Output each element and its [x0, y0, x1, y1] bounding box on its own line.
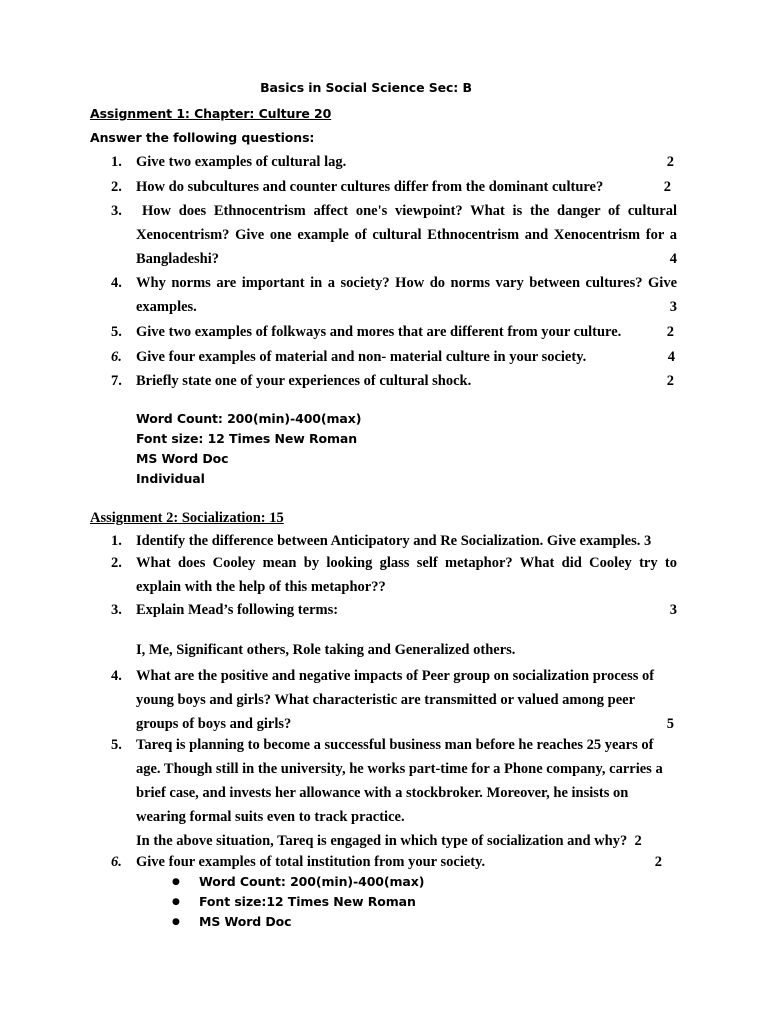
a2-question-2: [111, 551, 677, 599]
assignment-1-notes: [136, 409, 361, 489]
question-number: 5.: [111, 324, 122, 340]
question-text: What are the positive and negative impacts of Peer group on socialization process of young boys and girls? What characteristic are transmitted or valued among peer groups of boys and girls?: [136, 668, 655, 732]
note-word-count: Word Count: 200(min)-400(max): [136, 411, 362, 426]
assignment-2-bullets: [172, 872, 425, 932]
question-mark: 4: [669, 251, 677, 267]
question-number: 4.: [111, 275, 122, 291]
question-text: Give two examples of folkways and mores that are different from your culture.: [136, 324, 622, 340]
question-text: How do subcultures and counter cultures differ from the dominant culture?: [136, 179, 604, 195]
assignment-2-heading: Assignment 2: Socialization: 15: [90, 510, 284, 526]
a2-question-1: [111, 529, 677, 553]
question-number: 3.: [111, 203, 122, 219]
question-text: Explain Mead’s following terms:: [136, 602, 339, 618]
assignment-1-intro: Answer the following questions:: [90, 130, 315, 145]
a2-question-3: [111, 598, 677, 662]
a2-question-5: [111, 733, 677, 853]
question-number: 6.: [111, 854, 122, 870]
question-text: Give four examples of total institution from your society.: [136, 854, 486, 870]
question-text: Give two examples of cultural lag.: [136, 154, 347, 170]
a2-question-6: [111, 850, 677, 874]
a1-question-3: [111, 199, 677, 271]
a1-question-1: [111, 150, 677, 174]
bullet-icon: ●: [172, 917, 180, 927]
question-mark: 4: [667, 349, 675, 365]
bullet-icon: ●: [172, 897, 180, 907]
a1-question-5: [111, 320, 677, 344]
document-title: Basics in Social Science Sec: B: [260, 80, 472, 95]
question-text: Identify the difference between Anticipatory and Re Socialization. Give examples. 3: [136, 533, 652, 549]
question-number: 5.: [111, 737, 122, 753]
question-number: 7.: [111, 373, 122, 389]
question-text: Give four examples of material and non- material culture in your society.: [136, 349, 587, 365]
question-mark: 2: [654, 854, 662, 870]
assignment-1-heading: Assignment 1: Chapter: Culture 20: [90, 106, 332, 121]
bullet-item: ● MS Word Doc: [176, 912, 424, 932]
a1-question-4: [111, 271, 677, 319]
question-text: Briefly state one of your experiences of cultural shock.: [136, 373, 472, 389]
question-number: 6.: [111, 349, 122, 365]
question-number: 2.: [111, 555, 122, 571]
question-mark: 3: [669, 602, 677, 618]
bullet-icon: ●: [172, 877, 180, 887]
question-mark: 2: [666, 373, 674, 389]
question-mark: 2: [666, 324, 674, 340]
bullet-item: ● Word Count: 200(min)-400(max): [176, 872, 424, 892]
question-number: 1.: [111, 533, 122, 549]
a1-question-6: [111, 345, 677, 369]
bullet-item: ● Font size:12 Times New Roman: [176, 892, 424, 912]
note-individual: Individual: [136, 471, 205, 486]
question-number: 3.: [111, 602, 122, 618]
question-text: How does Ethnocentrism affect one's viewpoint? What is the danger of cultural Xenocentrism? Give one example of cultural Ethnocentrism and Xenocentrism for a Bangladeshi?: [136, 203, 677, 267]
question-text: Tareq is planning to become a successful business man before he reaches 25 years of age. Though still in the university, he works part-time for a Phone company, carries a brief case, and invests her allowance with a stockbroker. Moreover, he insists on wearing formal suits even to track practice.: [136, 737, 663, 825]
question-mark: 3: [669, 299, 677, 315]
question-mark: 2: [666, 154, 674, 170]
a1-question-2: [111, 175, 677, 199]
question-number: 2.: [111, 179, 122, 195]
question-mark: 2: [663, 179, 671, 195]
question-mark: 2: [634, 833, 642, 849]
question-number: 4.: [111, 668, 122, 684]
a2-question-4: [111, 664, 677, 736]
question-text: Why norms are important in a society? How do norms vary between cultures? Give examples.: [136, 275, 677, 315]
note-font-size: Font size: 12 Times New Roman: [136, 431, 358, 446]
note-format: MS Word Doc: [136, 451, 229, 466]
question-number: 1.: [111, 154, 122, 170]
question-followup: In the above situation, Tareq is engaged in which type of socialization and why?: [136, 833, 628, 849]
question-text: What does Cooley mean by looking glass self metaphor? What did Cooley try to explain with the help of this metaphor??: [136, 555, 677, 595]
a1-question-7: [111, 369, 677, 393]
question-mark: 5: [666, 716, 674, 732]
question-detail: I, Me, Significant others, Role taking and Generalized others.: [136, 642, 516, 658]
